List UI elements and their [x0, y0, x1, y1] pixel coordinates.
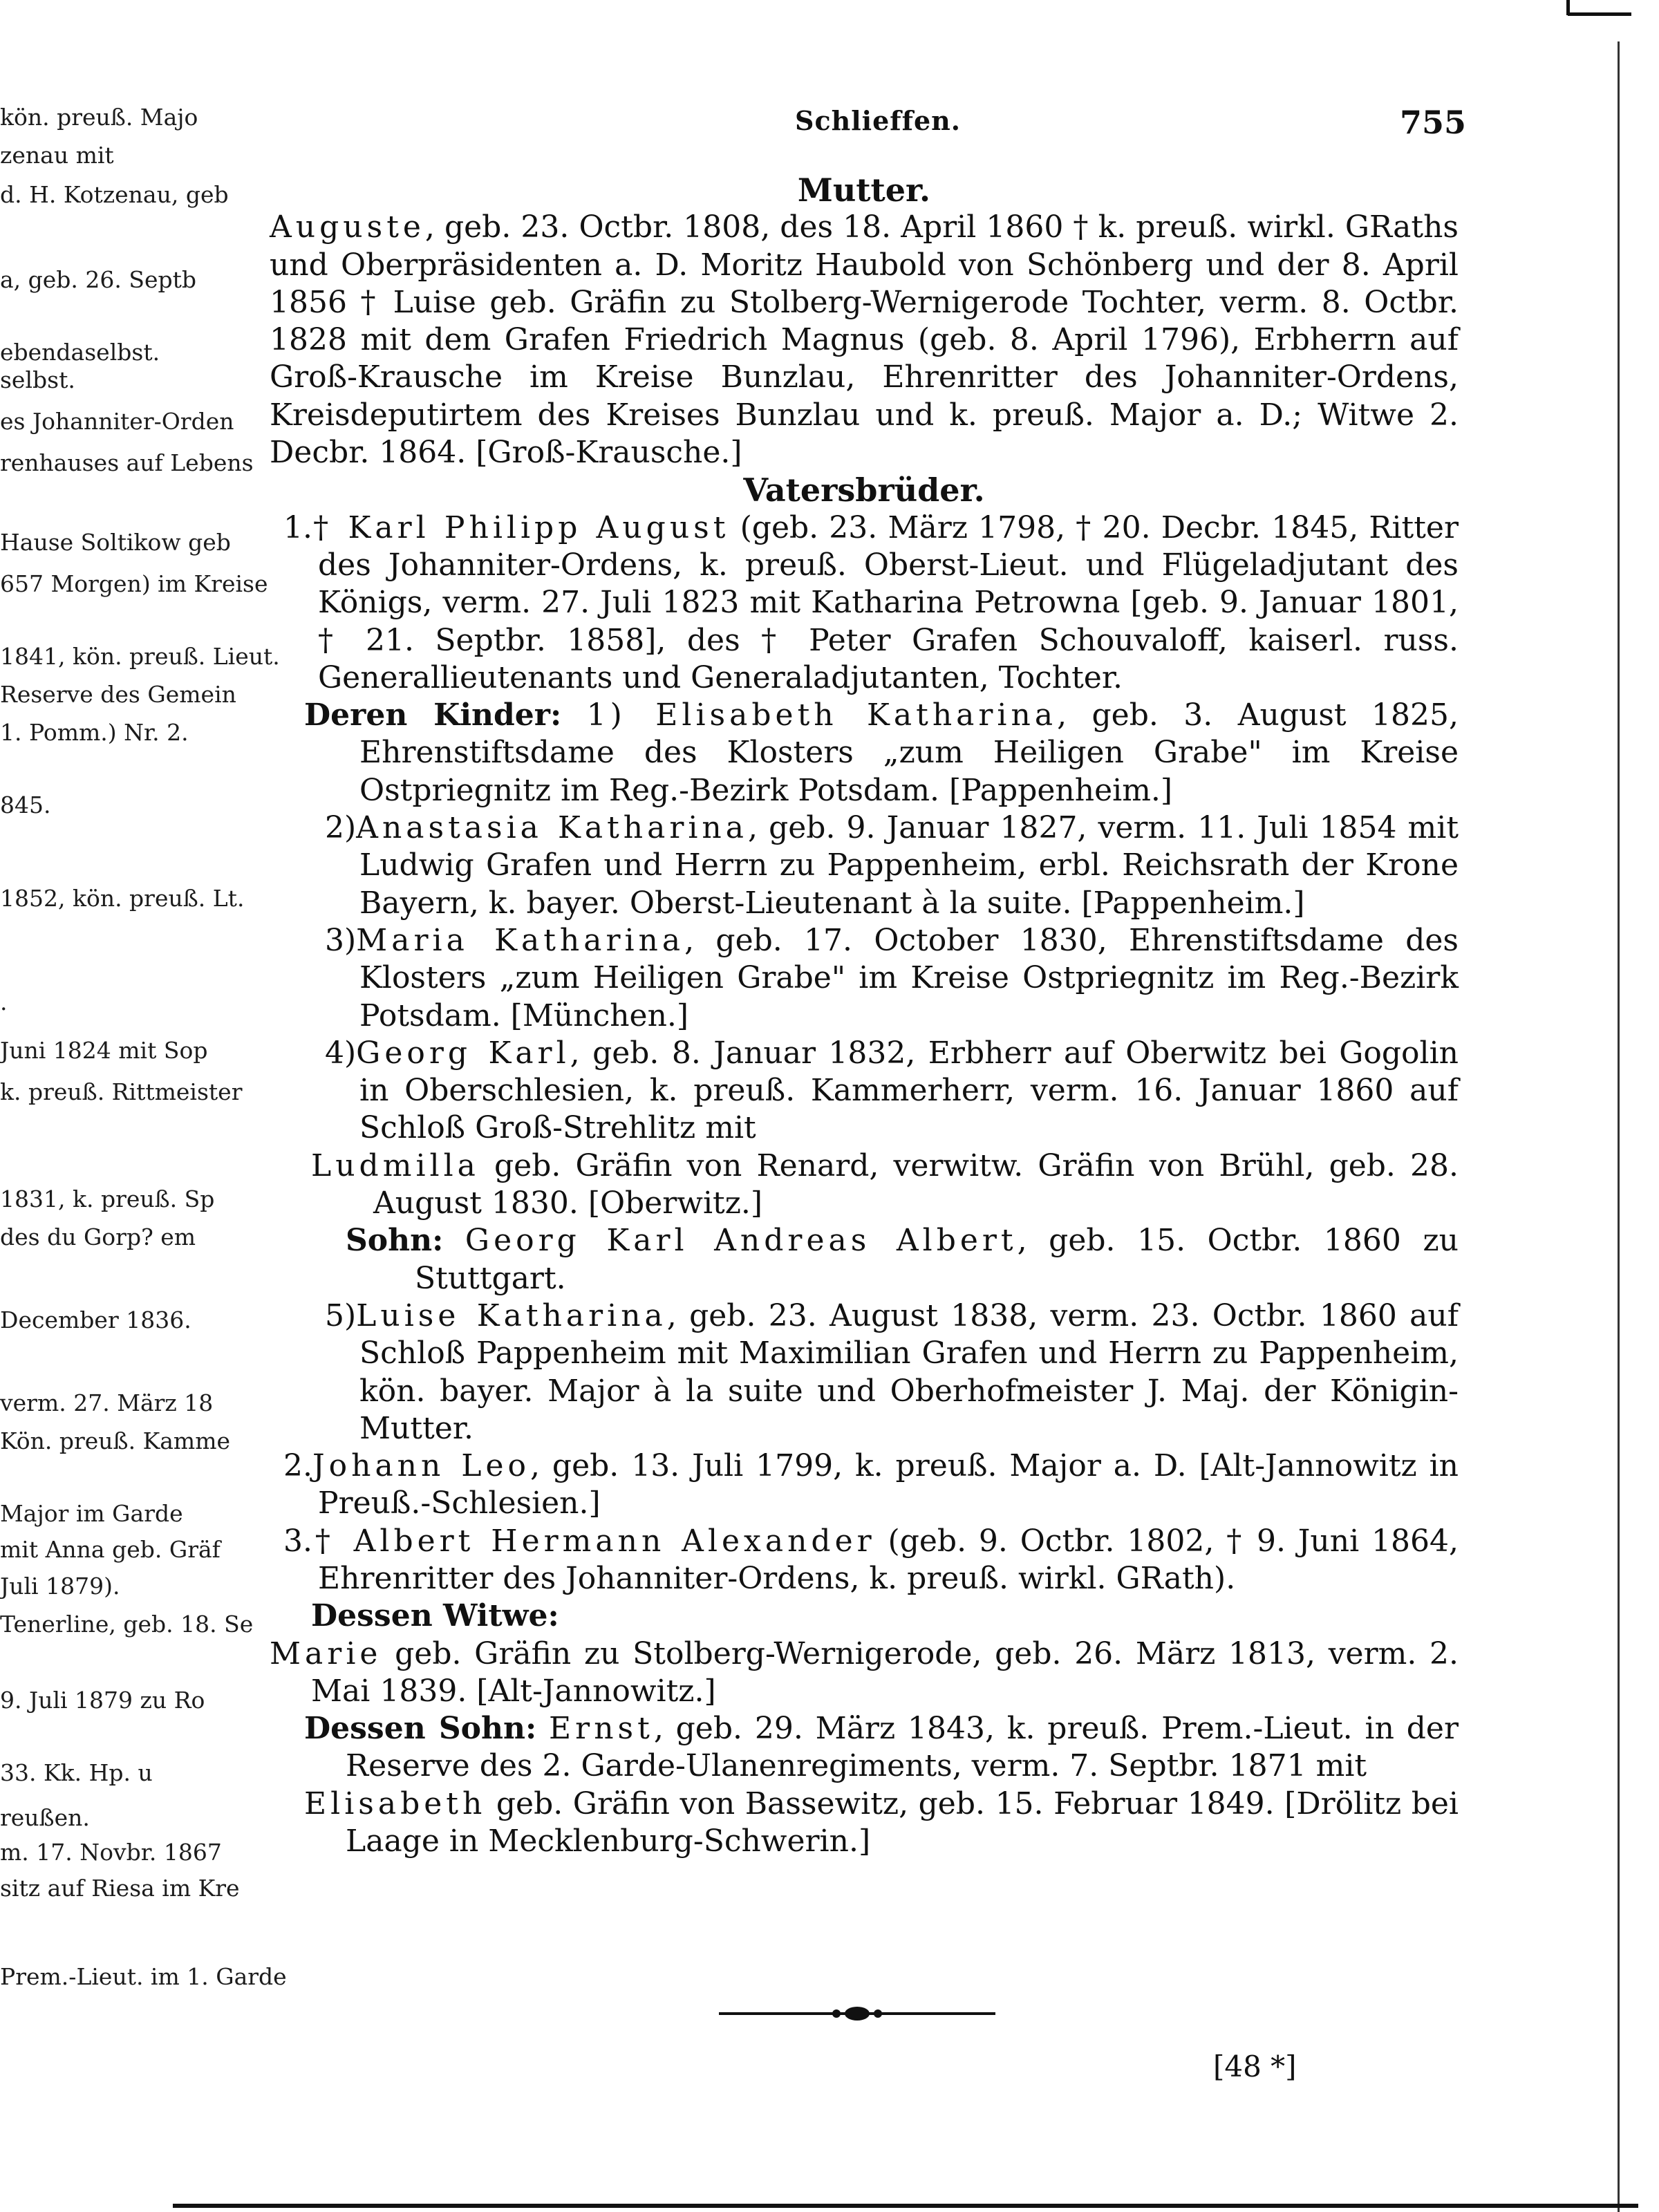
entry-label: Sohn: [346, 1223, 444, 1259]
genealogy-entry [270, 209, 1459, 471]
person-name: Ludmilla [311, 1147, 480, 1183]
top-right-corner-rule [1566, 0, 1570, 15]
margin-line: kön. preuß. Majo [0, 104, 198, 131]
margin-line: mit Anna geb. Gräf [0, 1536, 221, 1563]
person-name: Maria Katharina [356, 922, 685, 958]
margin-line: a, geb. 26. Septb [0, 266, 197, 293]
margin-line: Kön. preuß. Kamme [0, 1427, 231, 1454]
entry-number: 2) [325, 810, 357, 846]
entry-text: geb. Gräfin zu Stolberg-Wernigerode, geb. 26. März 1813, verm. 2. Mai 1839. [Alt-Jannowitz.] [311, 1635, 1459, 1709]
person-name: † Albert Hermann Alexander [312, 1523, 876, 1559]
margin-line: ebendaselbst. [0, 339, 160, 366]
entry-number: 1. [283, 509, 312, 545]
entry-number: 5) [325, 1297, 357, 1333]
margin-line: selbst. [0, 366, 75, 393]
entry-label: Dessen Witwe: [311, 1598, 559, 1634]
margin-line: December 1836. [0, 1306, 191, 1333]
entry-number: 4) [325, 1035, 357, 1071]
right-border-rule [1618, 41, 1620, 2212]
bottom-border-rule [173, 2204, 1638, 2208]
person-name: Johann Leo [312, 1448, 531, 1484]
entry-text: , geb. 3. August 1825, Ehrenstiftsdame des Klosters „zum Heiligen Grabe" im Kreise Ostpriegnitz im Reg.-Bezirk Potsdam. [Pappenheim.] [359, 697, 1459, 808]
margin-line: Major im Garde [0, 1500, 183, 1527]
genealogy-entry [270, 809, 1459, 922]
margin-line: 845. [0, 791, 51, 818]
genealogy-entry [270, 1635, 1459, 1711]
margin-line: Juni 1824 mit Sop [0, 1037, 208, 1064]
margin-line: des du Gorp? em [0, 1224, 196, 1250]
signature-mark: [48 *] [1213, 2050, 1297, 2083]
margin-line: k. preuß. Rittmeister [0, 1078, 243, 1105]
page-body [270, 171, 1459, 1860]
margin-line: Hause Soltikow geb [0, 529, 231, 556]
margin-line: Tenerline, geb. 18. Se [0, 1611, 254, 1638]
person-name: † Karl Philipp August [312, 509, 730, 545]
person-name: Elisabeth [304, 1785, 487, 1821]
margin-line: sitz auf Riesa im Kre [0, 1875, 240, 1902]
running-header-title: Schlieffen. [795, 105, 961, 136]
margin-line: 1852, kön. preuß. Lt. [0, 885, 245, 912]
margin-line: 33. Kk. Hp. u [0, 1759, 153, 1786]
margin-line: 9. Juli 1879 zu Ro [0, 1687, 205, 1714]
genealogy-entry [270, 1597, 1459, 1635]
genealogy-entry [270, 697, 1459, 809]
margin-line: Juli 1879). [0, 1573, 120, 1600]
entry-text: (geb. 23. März 1798, † 20. Decbr. 1845, Ritter des Johanniter-Ordens, k. preuß. Oberst-Lieut. und Flügeladjutant des Königs, verm. 27. Juli 1823 mit Katharina Petrowna [geb. 9. Januar 1801, † 21. Septbr. 1858], des † Peter Grafen Schouvaloff, kaiserl. russ. Generallieutenants und Generaladjutanten, Tochter. [318, 509, 1459, 695]
genealogy-entry [270, 1785, 1459, 1861]
margin-line: 1841, kön. preuß. Lieut. [0, 643, 280, 670]
margin-line: d. H. Kotzenau, geb [0, 181, 229, 208]
genealogy-entry [270, 509, 1459, 697]
ornament-divider [719, 2003, 995, 2024]
genealogy-entry [270, 1297, 1459, 1447]
entry-text: geb. Gräfin von Bassewitz, geb. 15. Februar 1849. [Drölitz bei Laage in Mecklenburg-Schwerin.] [346, 1785, 1459, 1859]
section-heading-mother: Mutter. [797, 171, 931, 209]
page-number: 755 [1400, 104, 1467, 141]
person-name: Luise Katharina [356, 1297, 667, 1333]
genealogy-entry [270, 1523, 1459, 1598]
entry-text: , geb. 29. März 1843, k. preuß. Prem.-Lieut. in der Reserve des 2. Garde-Ulanenregiments, verm. 7. Septbr. 1871 mit [346, 1711, 1459, 1784]
genealogy-entry [270, 1447, 1459, 1523]
entry-text: , geb. 9. Januar 1827, verm. 11. Juli 1854 mit Ludwig Grafen und Herrn zu Pappenheim, erbl. Reichsrath der Krone Bayern, k. bayer. Oberst-Lieutenant à la suite. [Pappenheim.] [359, 810, 1459, 921]
entry-text: geb. Gräfin von Renard, verwitw. Gräfin von Brühl, geb. 28. August 1830. [Oberwitz.] [373, 1147, 1459, 1221]
genealogy-entry [270, 1147, 1459, 1223]
margin-line: m. 17. Novbr. 1867 [0, 1839, 222, 1866]
margin-line: 657 Morgen) im Kreise [0, 570, 268, 597]
genealogy-entry [270, 1710, 1459, 1785]
entry-label: Deren Kinder: [304, 697, 562, 733]
entry-text: , geb. 23. Octbr. 1808, des 18. April 1860 † k. preuß. wirkl. GRaths und Oberpräsidenten a. D. Moritz Haubold von Schönberg und der 8. April 1856 † Luise geb. Gräfin zu Stolberg-Wernigerode Tochter, verm. 8. Octbr. 1828 mit dem Grafen Friedrich Magnus (geb. 8. April 1796), Erbherrn auf Groß-Krausche im Kreise Bunzlau, Ehrenritter des Johanniter-Ordens, Kreisdeputirtem des Kreises Bunzlau und k. preuß. Major a. D.; Witwe 2. Decbr. 1864. [Groß-Krausche.] [270, 209, 1459, 471]
person-name: Anastasia Katharina [356, 810, 749, 846]
entry-text: , geb. 15. Octbr. 1860 zu Stuttgart. [415, 1223, 1459, 1296]
margin-line: . [0, 988, 8, 1015]
margin-line: 1. Pomm.) Nr. 2. [0, 719, 189, 746]
margin-line: zenau mit [0, 142, 114, 169]
facing-page-margin [0, 0, 287, 2212]
entry-text: , geb. 13. Juli 1799, k. preuß. Major a. D. [Alt-Jannowitz in Preuß.-Schlesien.] [318, 1448, 1459, 1521]
person-name: Ernst [549, 1711, 654, 1747]
genealogy-entry [270, 1035, 1459, 1147]
entry-text: , geb. 23. August 1838, verm. 23. Octbr. 1860 auf Schloß Pappenheim mit Maximilian Grafen und Herrn zu Pappenheim, kön. bayer. Major à la suite und Oberhofmeister J. Maj. der Königin-Mutter. [359, 1297, 1459, 1446]
section-heading-uncles: Vatersbrüder. [743, 471, 985, 509]
margin-line: Prem.-Lieut. im 1. Garde [0, 1963, 287, 1990]
margin-line: verm. 27. März 18 [0, 1389, 214, 1416]
entry-text: (geb. 9. Octbr. 1802, † 9. Juni 1864, Ehrenritter des Johanniter-Ordens, k. preuß. wirkl. GRath). [318, 1523, 1459, 1596]
entry-text: , geb. 8. Januar 1832, Erbherr auf Oberwitz bei Gogolin in Oberschlesien, k. preuß. Kammerherr, verm. 16. Januar 1860 auf Schloß Groß-Strehlitz mit [359, 1035, 1459, 1146]
person-name: Auguste [270, 209, 425, 245]
entry-number: 2. [283, 1448, 312, 1484]
margin-line: es Johanniter-Orden [0, 408, 234, 435]
entry-label: Dessen Sohn: [304, 1711, 537, 1747]
top-right-bracket-rule [1568, 12, 1631, 16]
entry-text: , geb. 17. October 1830, Ehrenstiftsdame des Klosters „zum Heiligen Grabe" im Kreise Ostpriegnitz im Reg.-Bezirk Potsdam. [München.] [359, 922, 1459, 1033]
genealogy-entry [270, 1222, 1459, 1297]
margin-line: Reserve des Gemein [0, 681, 236, 708]
person-name: Marie [270, 1635, 382, 1671]
margin-line: 1831, k. preuß. Sp [0, 1185, 215, 1212]
entry-number: 3. [283, 1523, 312, 1559]
person-name: 1) Elisabeth Katharina [586, 697, 1058, 733]
margin-line: renhauses auf Lebens [0, 449, 254, 476]
genealogy-entry [270, 922, 1459, 1035]
margin-line: reußen. [0, 1804, 90, 1831]
person-name: Georg Karl Andreas Albert [465, 1223, 1018, 1259]
entry-number: 3) [325, 922, 357, 958]
person-name: Georg Karl [356, 1035, 570, 1071]
